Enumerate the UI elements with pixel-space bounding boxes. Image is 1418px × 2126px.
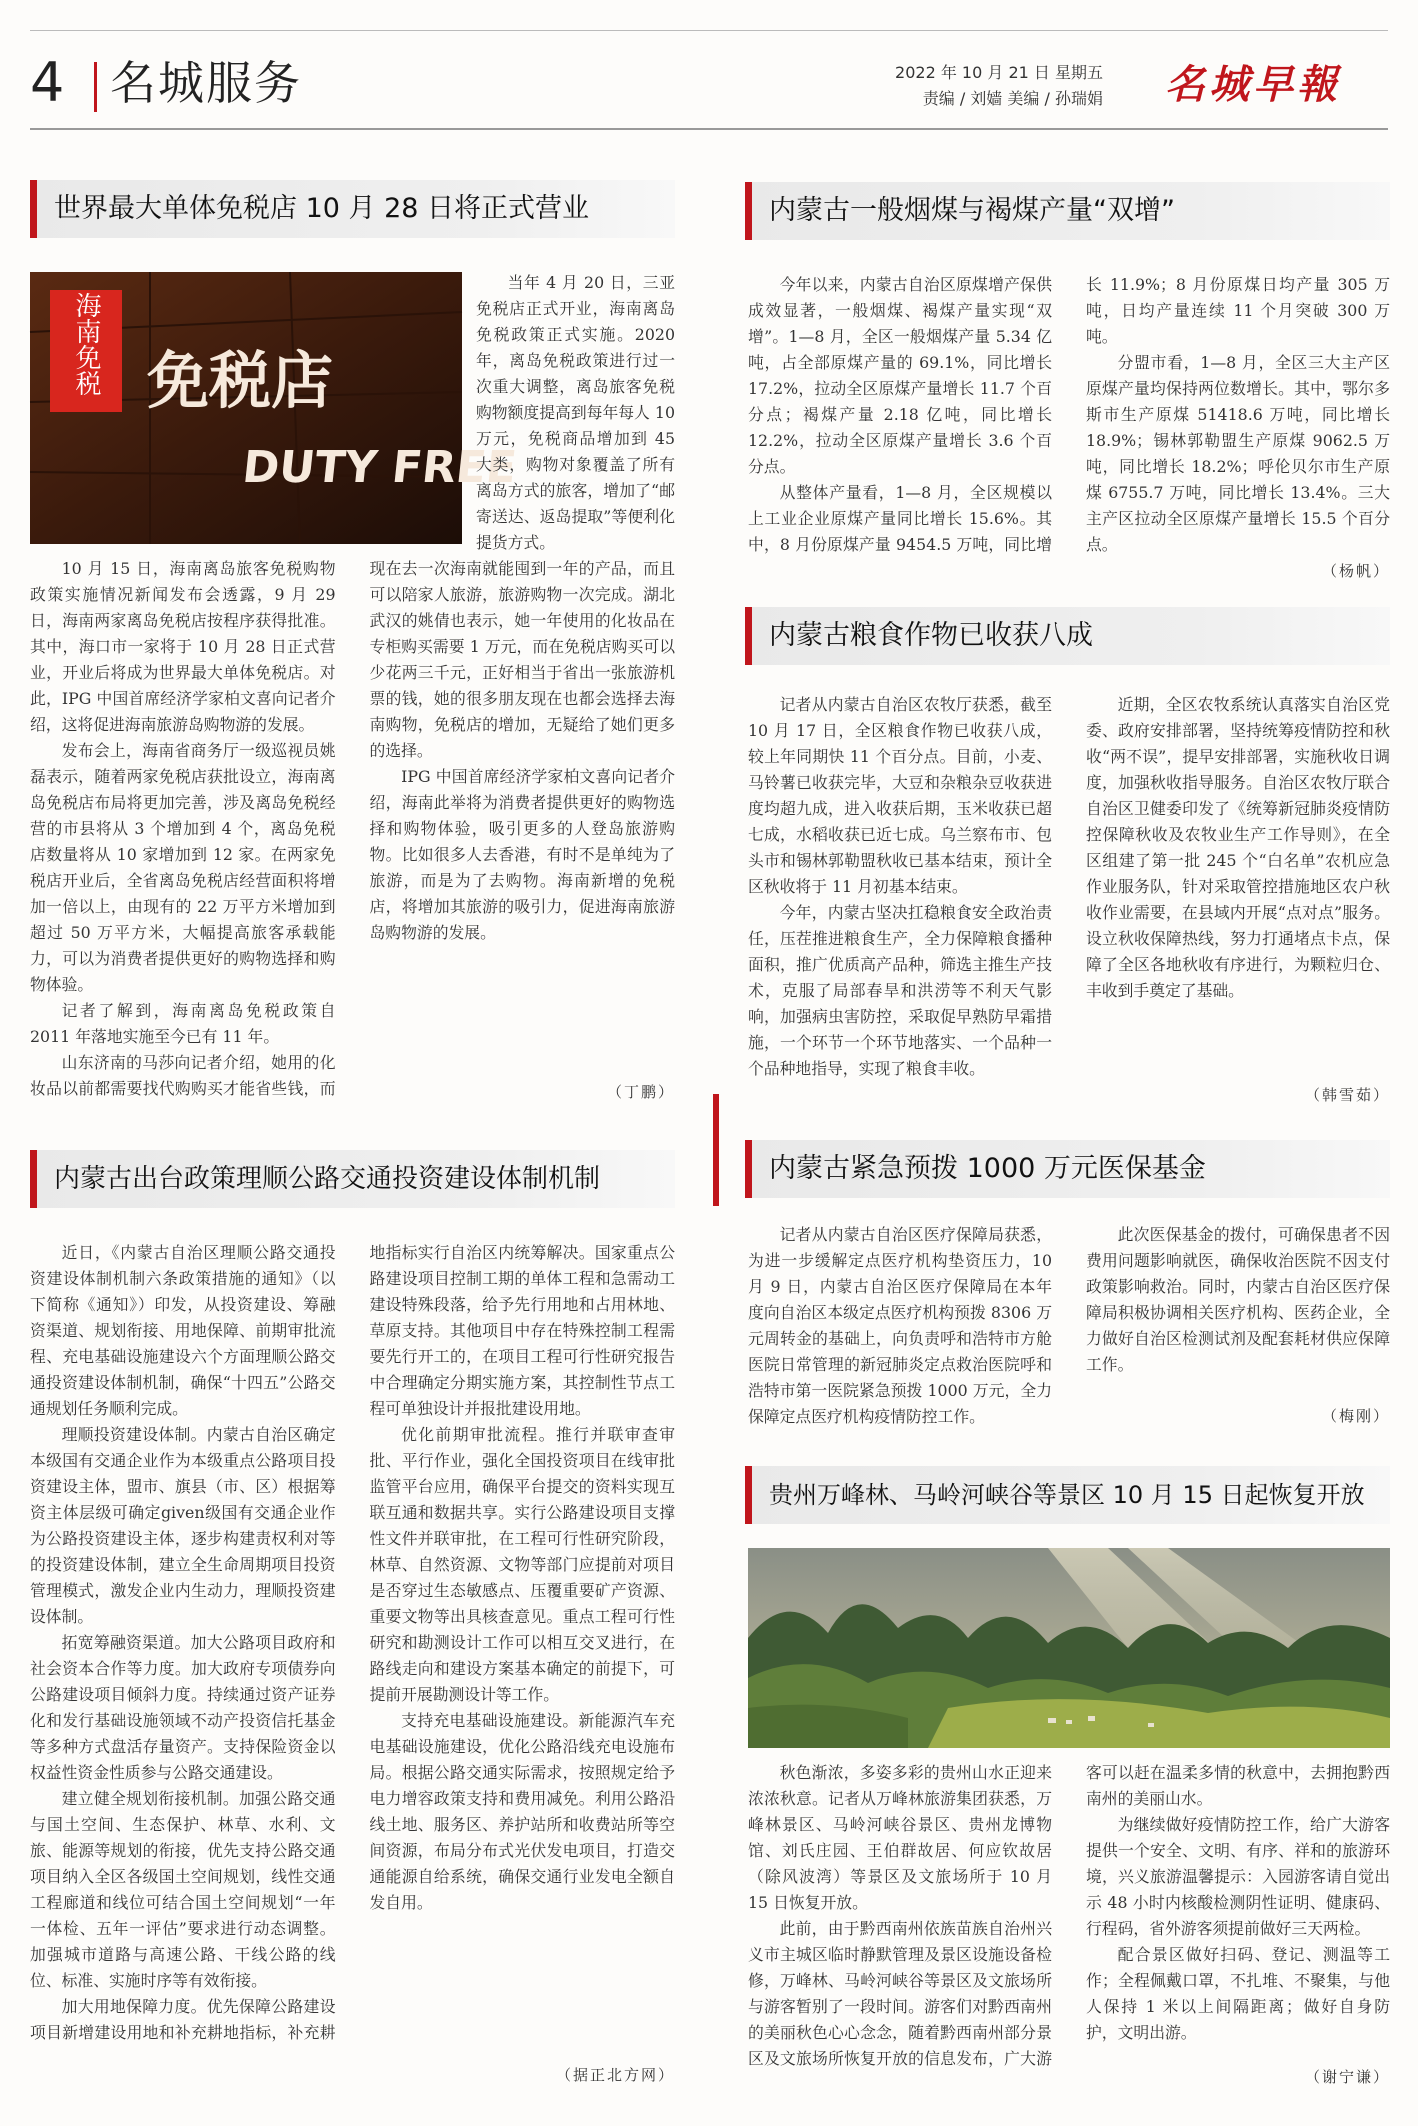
duty-free-intro-block — [476, 270, 675, 582]
highway-para-6: 优化前期审批流程。推行并联审查审批、平行作业，强化全国投资项目在线审批监管平台应用，确保平台提交的资料实现互联互通和数据共享。实行公路建设项目支撑性文件并联审批，在工程可行性研究阶段，林草、自然资源、文物等部门应提前对项目是否穿过生态敏感点、压覆重要矿产资源、重要文物等出具核查意见。重点工程可行性研究和勘测设计工作可以相互交叉进行，在路线走向和建设方案基本确定的前提下，可提前开展勘测设计等工作。 — [369, 1425, 675, 1704]
guizhou-photo — [748, 1548, 1390, 1748]
masthead-separator — [94, 62, 97, 112]
photo-sign-red: 海南免税 — [71, 292, 101, 396]
guizhou-para-2: 此前，由于黔西南州依族苗族自治州兴义市主城区临时静默管理及景区设施设备检修，万峰林、马岭河峡谷等景区及文旅场所与游客暂别了一段时间。游客们对黔西南州的美丽秋色心心念念，随着黔西南州部分景区及文旅场所恢复开放的信息发布，广大游客可以赶在温柔多情的秋意中，去拥抱黔西南州的美丽山水。 — [748, 1763, 1390, 2068]
grain-byline: （韩雪茹） — [1304, 1086, 1390, 1104]
coal-para-1: 今年以来，内蒙古自治区原煤增产保供成效显著，一般烟煤、褐煤产量实现“双增”。1—8 月，全区一般烟煤产量 5.34 亿吨，占全部原煤产量的 69.1%，同比增长 17.2%，拉动全区原煤产量增长 11.7 个百分点；褐煤产量 2.18 亿吨，同比增长 12.2%，拉动全区原煤产量增长 3.6 个百分点。 — [748, 275, 1052, 476]
page-number: 4 — [30, 51, 65, 114]
guizhou-para-4: 配合景区做好扫码、登记、测温等工作；全程佩戴口罩，不扎堆、不聚集，与他人保持 1 米以上间隔距离；做好自身防护，文明出游。 — [1086, 1945, 1390, 2042]
newspaper-logo — [1118, 56, 1388, 110]
highway-byline: （据正北方网） — [555, 2066, 675, 2084]
coal-title: 内蒙古一般烟煤与褐煤产量“双增” — [769, 195, 1175, 226]
duty-free-para-5: IPG 中国首席经济学家柏文喜向记者介绍，海南此举将为消费者提供更好的购物选择和购物体验，吸引更多的人登岛旅游购物。比如很多人去香港，有时不是单纯为了旅游，而是为了去购物。海南新增的免税店，将增加其旅游的吸引力，促进海南旅游岛购物游的发展。 — [369, 767, 675, 942]
duty-free-para-3: 记者了解到，海南离岛免税政策自 2011 年落地实施至今已有 11 年。 — [30, 1001, 336, 1046]
photo-sign-main: 免税店 — [146, 344, 334, 417]
duty-free-para-2: 发布会上，海南省商务厅一级巡视员姚磊表示，随着两家免税店获批设立，海南离岛免税店布局将更加完善，涉及离岛免税经营的市县将从 3 个增加到 4 个，离岛免税店数量将从 10 家增加到 12 家。在两家免税店开业后，全省离岛免税店经营面积将增加一倍以上，由现有的 22 万平方米增加到超过 50 万平方米，大幅提高旅客承载能力，可以为消费者提供更好的购物选择和购物体验。 — [30, 741, 336, 994]
highway-para-1: 近日，《内蒙古自治区理顺公路交通投资建设体制机制六条政策措施的通知》（以下简称《通知》）印发，从投资建设、筹融资渠道、规划衔接、用地保障、前期审批流程、充电基础设施建设六个方面理顺公路交通投资建设体制机制，确保“十四五”公路交通规划任务顺利完成。 — [30, 1243, 336, 1418]
highway-para-5: 加大用地保障力度。优先保障公路建设项目新增建设用地和补充耕地指标，补充耕地指标实行自治区内统筹解决。国家重点公路建设项目控制工期的单体工程和急需动工建设特殊段落，给予先行用地和占用林地、草原支持。其他项目中存在特殊控制工程需要先行开工的，在项目工程可行性研究报告中合理确定分期实施方案，其控制性节点工程可单独设计并报批建设用地。 — [30, 1243, 675, 2042]
guizhou-title: 贵州万峰林、马岭河峡谷等景区 10 月 15 日起恢复开放 — [769, 1481, 1365, 1509]
masthead-rule — [30, 128, 1388, 130]
grain-para-1: 记者从内蒙古自治区农牧厅获悉，截至 10 月 17 日，全区粮食作物已收获八成，较上年同期快 11 个百分点。目前，小麦、马铃薯已收获完毕，大豆和杂粮杂豆收获进度均超九成，进入收获后期，玉米收获已超七成，水稻收获已近七成。乌兰察布市、包头市和锡林郭勒盟秋收已基本结束，预计全区秋收将于 11 月初基本结束。 — [748, 695, 1052, 896]
column-divider — [713, 1094, 719, 1206]
duty-free-para-1: 10 月 15 日，海南离岛旅客免税购物政策实施情况新闻发布会透露，9 月 29 日，海南两家离岛免税店按程序获得批准。其中，海口市一家将于 10 月 28 日正式营业，开业后将成为世界最大单体免税店。对此，IPG 中国首席经济学家柏文喜向记者介绍，这将促进海南旅游岛购物游的发展。 — [30, 559, 336, 734]
duty-free-title: 世界最大单体免税店 10 月 28 日将正式营业 — [54, 193, 590, 224]
coal-headline — [745, 182, 1390, 240]
duty-free-photo — [30, 272, 519, 544]
medical-para-1: 记者从内蒙古自治区医疗保障局获悉，为进一步缓解定点医疗机构垫资压力，10 月 9 日，内蒙古自治区医疗保障局在本年度向自治区本级定点医疗机构预拨 8306 万元周转金的基础上，向负责呼和浩特市方舱医院日常管理的新冠肺炎定点救治医院呼和浩特市第一医院紧急预拨 1000 万元，全力保障定点医疗机构疫情防控工作。 — [748, 1225, 1052, 1426]
guizhou-body — [748, 1760, 1390, 2100]
guizhou-para-3: 为继续做好疫情防控工作，给广大游客提供一个安全、文明、有序、祥和的旅游环境，兴义旅游温馨提示：入园游客请自觉出示 48 小时内核酸检测阴性证明、健康码、行程码，省外游客须提前做好三天两检。 — [1086, 1815, 1390, 1938]
editors-credit: 责编 / 刘嫱 美编 / 孙瑞娟 — [922, 89, 1103, 108]
coal-para-2: 从整体产量看，1—8 月，全区规模以上工业企业原煤产量同比增长 15.6%。其中，8 月份原煤产量 9454.5 万吨，同比增长 11.9%；8 月份原煤日均产量 305 万吨，日均产量连续 11 个月突破 300 万吨。 — [748, 275, 1390, 554]
medical-para-2: 此次医保基金的拨付，可确保患者不因费用问题影响就医，确保收治医院不因支付政策影响救治。同时，内蒙古自治区医疗保障局积极协调相关医疗机构、医药企业，全力做好自治区检测试剂及配套耗材供应保障工作。 — [1086, 1225, 1390, 1374]
coal-body — [748, 272, 1390, 560]
logo-text: 名城早報 — [1165, 61, 1341, 108]
duty-free-body — [30, 556, 675, 1102]
photo-sign-en: DUTY FREE — [240, 442, 519, 493]
guizhou-byline: （谢宁谦） — [1304, 2068, 1390, 2086]
duty-free-headline — [30, 180, 675, 238]
highway-para-3: 拓宽筹融资渠道。加大公路项目政府和社会资本合作等力度。加大政府专项债券向公路建设项目倾斜力度。持续通过资产证券化和发行基础设施领域不动产投资信托基金等多种方式盘活存量资产。支持保险资金以权益性资金性质参与公路交通建设。 — [30, 1633, 336, 1782]
highway-para-7: 支持充电基础设施建设。新能源汽车充电基础设施建设，优化公路沿线充电设施布局。根据公路交通实际需求，按照规定给予电力增容政策支持和费用减免。利用公路沿线土地、服务区、养护站所和收费站所等空间资源，布局分布式光伏发电项目，打造交通能源自给系统，确保交通行业发电全额自发自用。 — [369, 1711, 675, 1912]
grain-headline — [745, 607, 1390, 665]
grain-para-3: 近期，全区农牧系统认真落实自治区党委、政府安排部署，坚持统筹疫情防控和秋收“两不误”，提早安排部署，实施秋收日调度，加强秋收指导服务。自治区农牧厅联合自治区卫健委印发了《统筹新冠肺炎疫情防控保障秋收及农牧业生产工作导则》，在全区组建了第一批 245 个“白名单”农机应急作业服务队，针对采取管控措施地区农户秋收作业需要，在县域内开展“点对点”服务。设立秋收保障热线，努力打通堵点卡点，保障了全区各地秋收有序进行，为颗粒归仓、丰收到手奠定了基础。 — [1086, 695, 1390, 1000]
highway-para-2: 理顺投资建设体制。内蒙古自治区确定本级国有交通企业作为本级重点公路项目投资建设主体，盟市、旗县（市、区）根据筹资主体层级可确定given级国有交通企业作为公路投资建设主体，逐步构建责权利对等的投资建设体制，建立全生命周期项目投资管理模式，激发企业内生动力，理顺投资建设体制。 — [30, 1425, 336, 1626]
grain-body — [748, 692, 1390, 1082]
highway-body — [30, 1240, 675, 2060]
duty-free-intro: 当年 4 月 20 日，三亚免税店正式开业，海南离岛免税政策正式实施。2020 年，离岛免税政策进行过一次重大调整，离岛旅客免税购物额度提高到每年每人 10 万元，免税商品增加到 45 大类，购物对象覆盖了所有离岛方式的旅客，增加了“邮寄送达、返岛提取”等便利化提货方式。 — [476, 273, 675, 552]
grain-para-2: 今年，内蒙古坚决扛稳粮食安全政治责任，压茬推进粮食生产，全力保障粮食播种面积，推广优质高产品种，筛选主推生产技术，克服了局部春旱和洪涝等不利天气影响，加强病虫害防控，采取促早熟防早霜措施，一个环节一个环节地落实、一个品种一个品种地指导，实现了粮食丰收。 — [748, 903, 1052, 1078]
duty-free-byline: （丁鹏） — [606, 1083, 675, 1101]
issue-date: 2022 年 10 月 21 日 星期五 — [895, 63, 1103, 82]
coal-para-3: 分盟市看，1—8 月，全区三大主产区原煤产量均保持两位数增长。其中，鄂尔多斯市生产原煤 51418.6 万吨，同比增长 18.9%；锡林郭勒盟生产原煤 9062.5 万吨，同比增长 18.2%；呼伦贝尔市生产原煤 6755.7 万吨，同比增长 13.4%。三大主产区拉动全区原煤产量增长 15.5 个百分点。 — [1086, 353, 1390, 554]
medical-body — [748, 1222, 1390, 1430]
coal-byline: （杨帆） — [1321, 562, 1390, 580]
highway-title: 内蒙古出台政策理顺公路交通投资建设体制机制 — [54, 1164, 601, 1194]
guizhou-para-1: 秋色渐浓，多姿多彩的贵州山水正迎来浓浓秋意。记者从万峰林旅游集团获悉，万峰林景区、马岭河峡谷景区、贵州龙博物馆、刘氏庄园、王伯群故居、何应钦故居（除风波湾）等景区及文旅场所于 10 月 15 日恢复开放。 — [748, 1763, 1052, 1912]
medical-title: 内蒙古紧急预拨 1000 万元医保基金 — [769, 1153, 1206, 1184]
grain-title: 内蒙古粮食作物已收获八成 — [769, 620, 1093, 651]
highway-para-4: 建立健全规划衔接机制。加强公路交通与国土空间、生态保护、林草、水利、文旅、能源等规划的衔接，优先支持公路交通项目纳入全区各级国土空间规划，线性交通工程廊道和线位可结合国土空间规划“一年一体检、五年一评估”要求进行动态调整。加强城市道路与高速公路、干线公路的线位、标准、实施时序等有效衔接。 — [30, 1789, 336, 1990]
top-rule — [30, 30, 1388, 31]
duty-free-para-4: 山东济南的马莎向记者介绍，她用的化妆品以前都需要找代购购买才能省些钱，而现在去一次海南就能囤到一年的产品，而且可以陪家人旅游，旅游购物一次完成。湖北武汉的姚倩也表示，她一年使用的化妆品在专柜购买需要 1 万元，而在免税店购买可以少花两三千元，正好相当于省出一张旅游机票的钱，她的很多朋友现在也都会选择去海南购物，免税店的增加，无疑给了她们更多的选择。 — [30, 559, 675, 1098]
medical-headline — [745, 1140, 1390, 1198]
masthead — [30, 50, 1388, 120]
section-title: 名城服务 — [110, 56, 302, 110]
highway-headline — [30, 1150, 675, 1208]
medical-byline: （梅刚） — [1321, 1407, 1390, 1425]
guizhou-headline — [745, 1466, 1390, 1524]
